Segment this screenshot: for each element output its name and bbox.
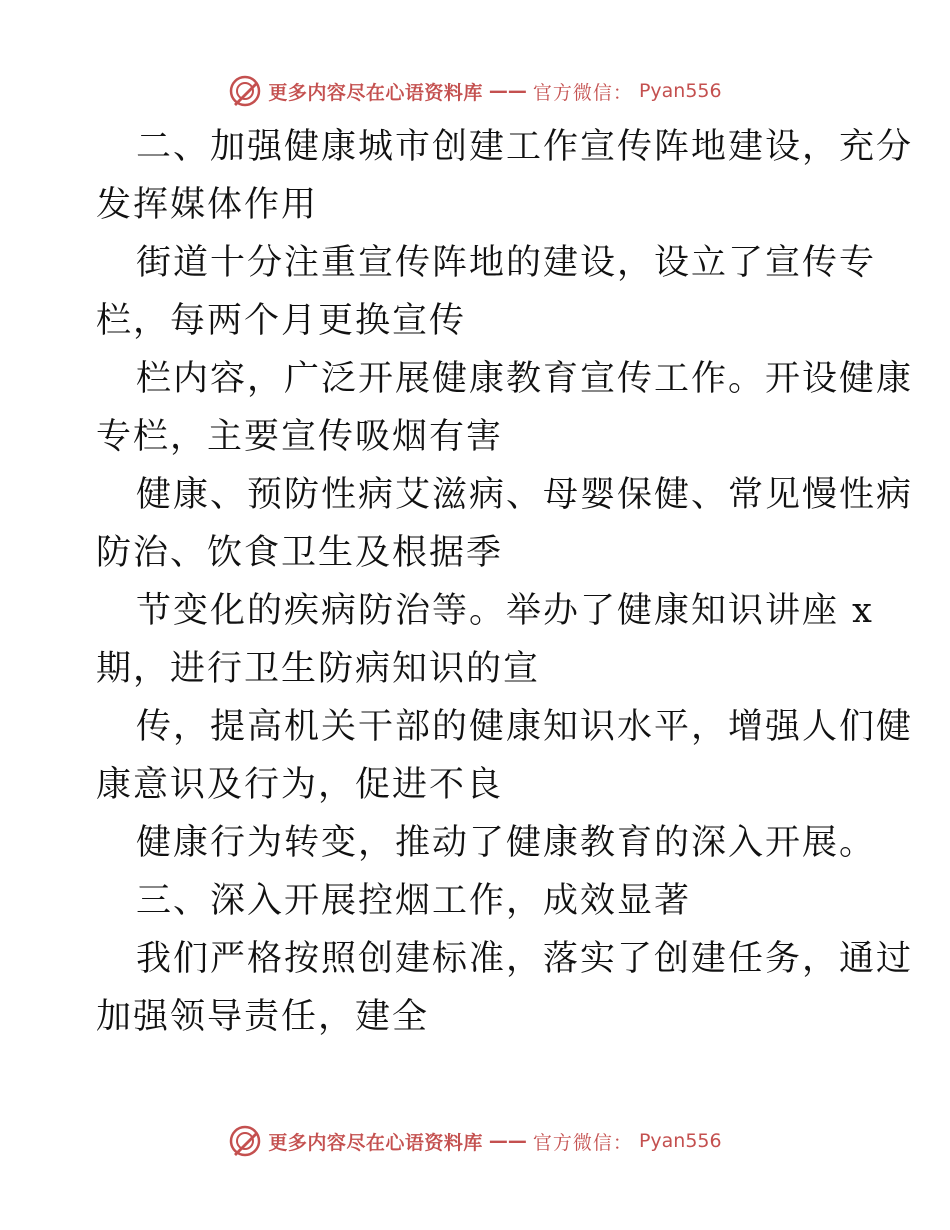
body-line: 健康、预防性病艾滋病、母婴保健、常见慢性病 — [136, 475, 914, 515]
body-line: 期，进行卫生防病知识的宣 — [96, 649, 541, 689]
body-line: 街道十分注重宣传阵地的建设，设立了宣传专 — [136, 243, 877, 283]
footer-watermark — [0, 1121, 950, 1161]
section-heading: 三、深入开展控烟工作，成效显著 — [136, 881, 692, 921]
footer-wechat-label: 官方微信： — [532, 1131, 633, 1154]
footer-wechat-id: Pyan556 — [638, 1130, 722, 1152]
pen-logo-icon — [228, 1124, 262, 1158]
body-line: 健康行为转变，推动了健康教育的深入开展。 — [136, 823, 877, 863]
body-line: 我们严格按照创建标准，落实了创建任务，通过 — [136, 939, 914, 979]
body-line: 二、加强健康城市创建工作宣传阵地建设，充分 — [136, 127, 914, 167]
body-line: 加强领导责任，建全 — [96, 997, 430, 1037]
body-line: 传，提高机关干部的健康知识水平，增强人们健 — [136, 707, 914, 747]
body-line: 节变化的疾病防治等。举办了健康知识讲座 x — [136, 591, 874, 631]
header-watermark — [0, 71, 950, 111]
footer-brand-text: 更多内容尽在心语资料库 — [268, 1131, 483, 1154]
body-line: 康意识及行为，促进不良 — [96, 765, 504, 805]
header-wechat-id: Pyan556 — [638, 80, 722, 102]
footer-dash: —— — [488, 1130, 527, 1152]
document-body — [96, 118, 914, 1046]
body-line: 发挥媒体作用 — [96, 185, 319, 225]
body-line: 栏内容，广泛开展健康教育宣传工作。开设健康 — [136, 359, 914, 399]
header-brand-text: 更多内容尽在心语资料库 — [268, 81, 483, 104]
body-line: 专栏，主要宣传吸烟有害 — [96, 417, 504, 457]
body-line: 防治、饮食卫生及根据季 — [96, 533, 504, 573]
body-line: 栏，每两个月更换宣传 — [96, 301, 467, 341]
pen-logo-icon — [228, 74, 262, 108]
header-wechat-label: 官方微信： — [532, 81, 633, 104]
header-dash: —— — [488, 80, 527, 102]
